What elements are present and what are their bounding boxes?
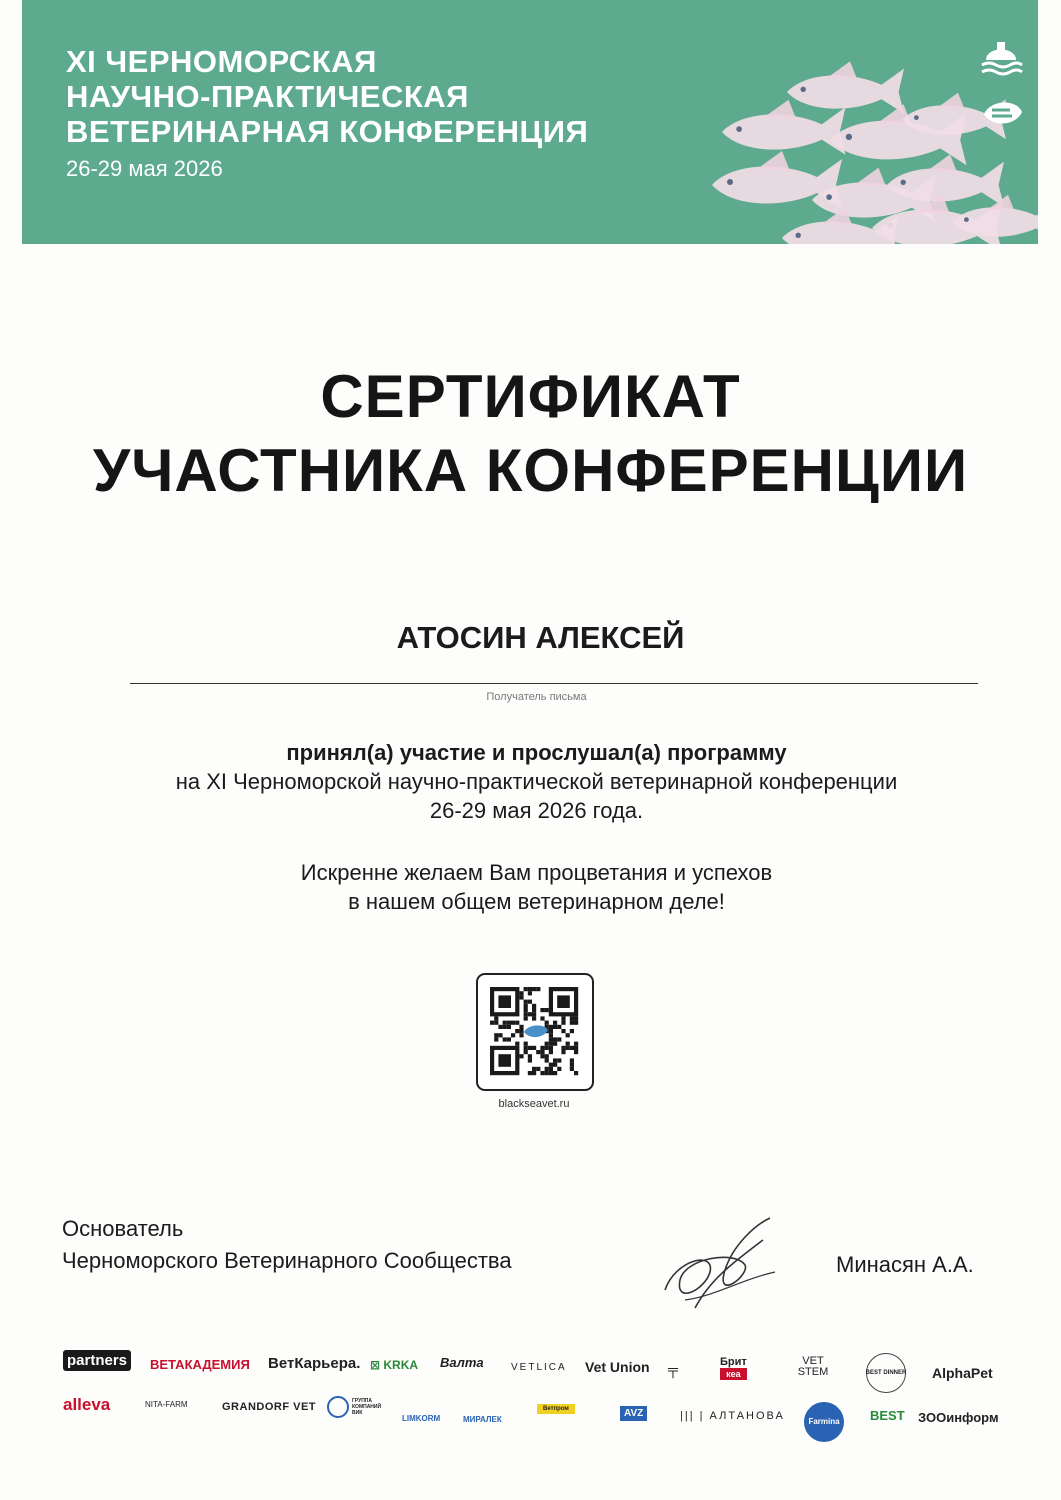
sponsor-best-logo: BEST bbox=[870, 1408, 905, 1423]
qr-code[interactable] bbox=[476, 973, 594, 1091]
certificate-title-line1: СЕРТИФИКАТ bbox=[320, 363, 741, 430]
fish-logo-icon bbox=[982, 96, 1024, 132]
sponsor-alleva-logo: alleva bbox=[63, 1395, 111, 1414]
participation-line3: 26-29 мая 2026 года. bbox=[429, 798, 644, 823]
sponsor-vetlica-logo: VETLICA bbox=[511, 1362, 567, 1373]
sponsor-altanova-logo: ||| | АЛТАНОВА bbox=[680, 1410, 785, 1422]
sponsor-vik-logo: ГРУППА КОМПАНИЙ ВИК bbox=[327, 1396, 388, 1418]
signer-name: Минасян А.А. bbox=[836, 1252, 974, 1277]
website-caption[interactable]: blackseavet.ru bbox=[498, 1098, 570, 1110]
sponsor-vetprom-logo: Ветпром bbox=[537, 1404, 575, 1414]
sponsor-valta-logo: Валта bbox=[440, 1355, 484, 1370]
sponsor-bestdinner-logo: BEST DINNER bbox=[866, 1353, 906, 1393]
founder-block bbox=[62, 1213, 512, 1277]
header-banner bbox=[22, 0, 1038, 244]
participation-text bbox=[0, 738, 1061, 825]
qr-code-icon bbox=[478, 975, 592, 1089]
certificate-title-line2: УЧАСТНИКА КОНФЕРЕНЦИИ bbox=[92, 437, 969, 504]
sponsor-brit-logo: Брит кеа bbox=[720, 1356, 747, 1379]
sponsor-avz-logo: AVZ bbox=[620, 1406, 647, 1421]
sponsor-vetakademiya-logo: ВЕТАКАДЕМИЯ bbox=[150, 1357, 250, 1372]
sponsor-miralek-logo: МИРАЛЕК bbox=[463, 1415, 502, 1424]
wishes-line1: Искренне желаем Вам процветания и успехов bbox=[300, 860, 773, 885]
sponsor-nitafarm-logo: NITA-FARM bbox=[145, 1400, 188, 1409]
sponsor-gun-icon: ╤ bbox=[668, 1361, 678, 1377]
sponsor-limkorm-logo: LIMKORM bbox=[402, 1414, 441, 1423]
wave-logo-icon bbox=[978, 38, 1024, 78]
conference-title-line1: XI ЧЕРНОМОРСКАЯ bbox=[66, 44, 377, 79]
wishes-line2: в нашем общем ветеринарном деле! bbox=[348, 889, 725, 914]
conference-title bbox=[66, 44, 588, 149]
sponsor-grandorf-logo: GRANDORF VET bbox=[222, 1401, 316, 1413]
sponsor-zooinform-logo: ЗООинформ bbox=[918, 1410, 999, 1425]
recipient-caption: Получатель письма bbox=[486, 691, 587, 703]
sponsor-farmina-logo: Farmina bbox=[804, 1402, 844, 1442]
wishes-text bbox=[0, 858, 1061, 916]
vik-circle-icon bbox=[327, 1396, 349, 1418]
recipient-name: АТОСИН АЛЕКСЕЙ bbox=[396, 620, 685, 655]
conference-title-line2: НАУЧНО-ПРАКТИЧЕСКАЯ bbox=[66, 79, 469, 114]
sponsor-krka-logo: ⊠ KRKA bbox=[370, 1358, 419, 1372]
participation-line2: на XI Черноморской научно-практической ветеринарной конференции bbox=[175, 769, 898, 794]
participation-line1: принял(а) участие и прослушал(а) программу bbox=[286, 740, 787, 765]
founder-title: Основатель bbox=[62, 1216, 184, 1241]
conference-title-line3: ВЕТЕРИНАРНАЯ КОНФЕРЕНЦИЯ bbox=[66, 114, 589, 149]
sponsor-vetstem-logo: VET STEM bbox=[797, 1355, 829, 1378]
sponsor-partners-logo: partners bbox=[63, 1352, 131, 1369]
signature-icon bbox=[655, 1210, 785, 1320]
recipient-underline bbox=[130, 683, 978, 684]
sponsor-vetunion-logo: Vet Union bbox=[585, 1359, 650, 1375]
founder-organization: Черноморского Ветеринарного Сообщества bbox=[62, 1248, 512, 1273]
certificate-title bbox=[0, 360, 1061, 508]
sponsor-alphapet-logo: AlphaPet bbox=[932, 1365, 993, 1381]
sponsor-vetkariera-logo: ВетКарьера. bbox=[268, 1355, 361, 1372]
conference-dates: 26-29 мая 2026 bbox=[66, 156, 223, 181]
